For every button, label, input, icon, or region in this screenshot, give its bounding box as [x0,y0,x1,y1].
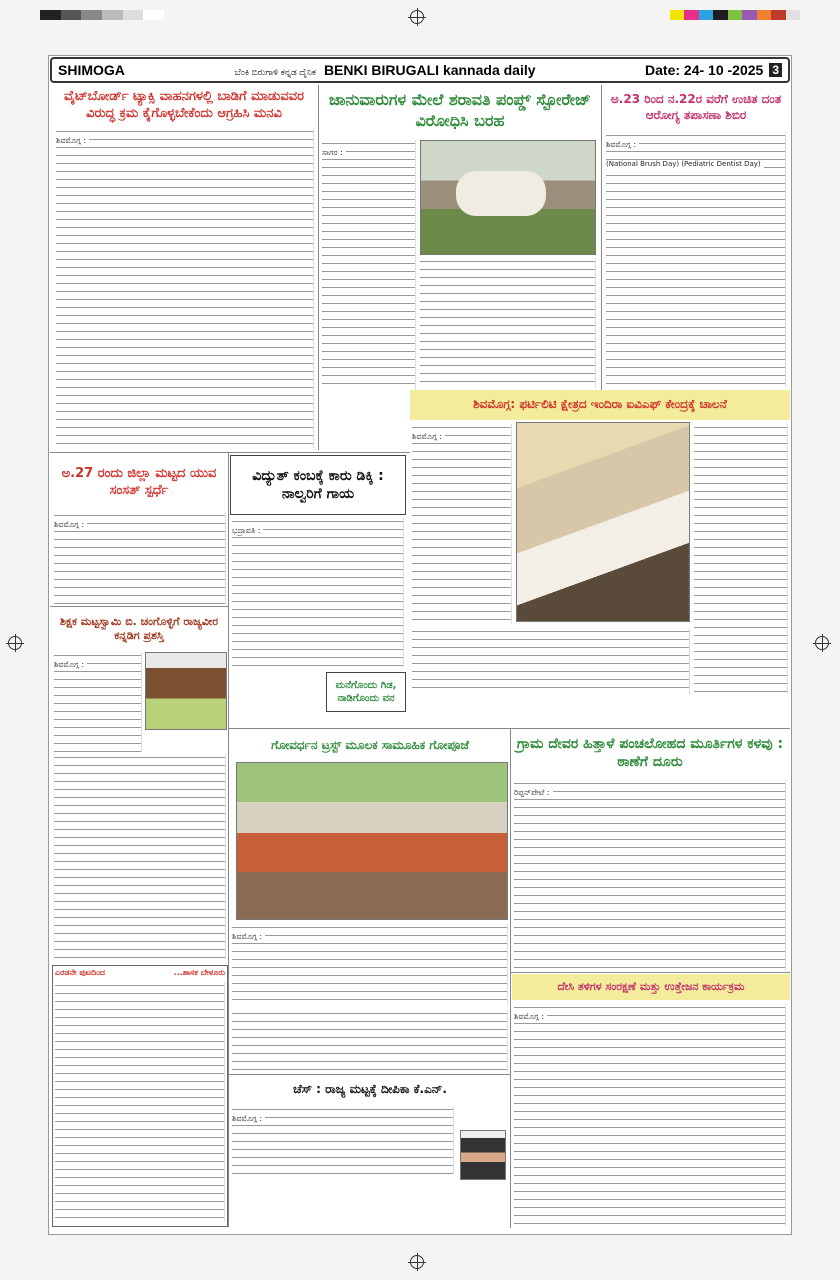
section-rule [228,728,790,729]
masthead [50,57,790,83]
headline-chess: ಚೆಸ್ : ರಾಜ್ಯ ಮಟ್ಟಕ್ಕೆ ದೀಪಿಕಾ ಕೆ.ಎನ್. [293,1082,447,1097]
color-calibration-bar [670,10,800,20]
dateline: ಶಿವಮೊಗ್ಗ : [54,660,87,669]
article-body-ivf-1 [412,424,512,624]
headline-idol-theft: ಗ್ರಾಮ ದೇವರ ಹಿತ್ತಾಳೆ ಪಂಚಲೋಹದ ಮೂರ್ತಿಗಳ ಕಳವು : ಠಾಣೆಗೆ ದೂರು [516,735,784,770]
dateline: ಶಿವಮೊಗ್ಗ : [56,136,89,145]
color-swatch [771,10,785,20]
dateline: ರಿಪ್ಪನ್‌ಪೇಟೆ : [514,788,553,797]
article-body-youth-parliament [54,512,226,604]
registration-mark-icon [410,1255,424,1269]
color-swatch [713,10,727,20]
headline-youth-parliament: ಅ.27 ರಂದು ಜಿಲ್ಲಾ ಮಟ್ಟದ ಯುವ ಸಂಸತ್ ಸ್ಪರ್ಧೆ [61,465,217,498]
gopooja-photo [236,762,508,920]
city-label: SHIMOGA [58,62,125,78]
column-rule [318,85,319,450]
continued-subhead: ...ಶಾಸಕ ಬೇಳೂರು [173,968,225,977]
dateline: ಶಿವಮೊಗ್ಗ : [54,520,87,529]
color-swatch [61,10,82,20]
chess-player-photo [460,1130,506,1180]
grayscale-calibration-bar [40,10,164,20]
article-body-ivf-3 [412,628,690,694]
continued-story-box [52,965,228,1227]
section-rule [510,972,790,973]
color-swatch [81,10,102,20]
headline-ivf-centre: ಶಿವಮೊಗ್ಗ: ಫರ್ಟಿಲಿಟಿ ಕ್ಷೇತ್ರದ ಇಂದಿರಾ ಐವಿಎಫ್ ಕೇಂದ್ರಕ್ಕೆ ಚಾಲನೆ [410,390,790,420]
headline-taxi: ವೈಟ್‌ಬೋರ್ಡ್ ಟ್ಯಾಕ್ಸಿ ವಾಹನಗಳಲ್ಲಿ ಬಾಡಿಗೆ ಮಾಡುವವರ ವಿರುದ್ಧ ಕ್ರಮ ಕೈಗೊಳ್ಳಬೇಕೆಂದು ಆಗ್ರಹಿಸಿ ಮನವಿ [63,89,304,121]
registration-mark-icon [8,636,22,650]
color-swatch [742,10,756,20]
teacher-portrait-photo [145,652,227,730]
article-body-taxi [56,128,314,448]
dateline: ಶಿವಮೊಗ್ಗ : [232,1114,265,1123]
article-body-sharavathi-cont [420,258,596,388]
article-body-teacher-1 [54,652,142,752]
color-swatch [728,10,742,20]
dateline: ಶಿವಮೊಗ್ಗ : [232,932,265,941]
article-body-gopooja [232,924,508,1006]
slogan-box: ಮನೆಗೊಂದು ಗಿಡ, ನಾಡಿಗೊಂದು ವನ [326,672,406,712]
article-body-gopooja-cont [232,1010,508,1072]
dateline: ಶಿವಮೊಗ್ಗ : [514,1012,547,1021]
date-label: Date: 24- 10 -2025 [645,62,764,78]
continued-label: ಎರಡನೇ ಪುಟದಿಂದ [55,968,105,977]
article-body-ivf-2 [694,424,788,694]
headline-teacher-award: ಶಿಕ್ಷಕ ಮಟ್ಟಸ್ವಾಮಿ ಬಿ. ಚಂಗೊಳ್ಳಿಗೆ ರಾಜ್ಯವೀರ ಕನ್ನಡಿಗ ಪ್ರಶಸ್ತಿ [59,614,219,642]
registration-mark-icon [410,10,424,24]
page-number: 3 [769,63,782,77]
article-body-dental [606,132,786,387]
article-body-sharavathi [322,140,416,390]
section-rule [50,606,228,607]
headline-gopooja: ಗೋವರ್ಧನ ಟ್ರಸ್ಟ್ ಮೂಲಕ ಸಾಮೂಹಿಕ ಗೋಪೂಜೆ [271,738,469,753]
color-swatch [757,10,771,20]
article-body-idol-theft [514,780,786,970]
color-swatch [684,10,698,20]
dateline: ಭದ್ರಾವತಿ : [232,526,263,535]
column-rule [601,85,602,390]
color-swatch [143,10,164,20]
headline-dental-camp: ಅ.23 ರಿಂದ ನ.22ರ ವರೆಗೆ ಉಚಿತ ದಂತ ಆರೋಗ್ಯ ತಪಾಸಣಾ ಶಿಬಿರ [610,92,782,122]
ivf-inauguration-photo [516,422,690,622]
article-body-teacher-2 [54,754,226,959]
dateline: ಸಾಗರ : [322,148,346,157]
article-body-chess [232,1106,454,1174]
headline-native-breeds: ದೇಸಿ ತಳಿಗಳ ಸಂರಕ್ಷಣೆ ಮತ್ತು ಉತ್ತೇಜನ ಕಾರ್ಯಕ್ರಮ [512,974,790,1000]
article-body-car-accident [232,518,404,668]
event-names: (National Brush Day) (Pediatric Dentist Day) [606,160,764,168]
section-rule [50,452,410,453]
registration-mark-icon [815,636,829,650]
section-rule [228,1074,510,1075]
color-swatch [102,10,123,20]
cattle-photo [420,140,596,255]
column-rule [228,452,229,1227]
paper-name: BENKI BIRUGALI kannada daily [323,62,536,78]
tagline: ಬೆಂಕಿ ಬಿರುಗಾಳಿ ಕನ್ನಡ ದೈನಿಕ [234,67,316,77]
dateline: ಶಿವಮೊಗ್ಗ : [412,432,445,441]
dateline: ಶಿವಮೊಗ್ಗ : [606,140,639,149]
article-body-native-breeds [514,1004,786,1226]
color-swatch [40,10,61,20]
headline-car-accident: ವಿದ್ಯುತ್ ಕಂಬಕ್ಕೆ ಕಾರು ಡಿಕ್ಕಿ : ನಾಲ್ವರಿಗೆ ಗಾಯ [230,455,406,515]
column-rule [510,728,511,1228]
color-swatch [670,10,684,20]
color-swatch [699,10,713,20]
color-swatch [786,10,800,20]
headline-sharavathi: ಜಾನುವಾರುಗಳ ಮೇಲೆ ಶರಾವತಿ ಪಂಪ್ಡ್ ಸ್ಟೋರೇಜ್ ವಿರೋಧಿಸಿ ಬರಹ [329,90,591,130]
color-swatch [123,10,144,20]
continued-body [55,982,225,1222]
